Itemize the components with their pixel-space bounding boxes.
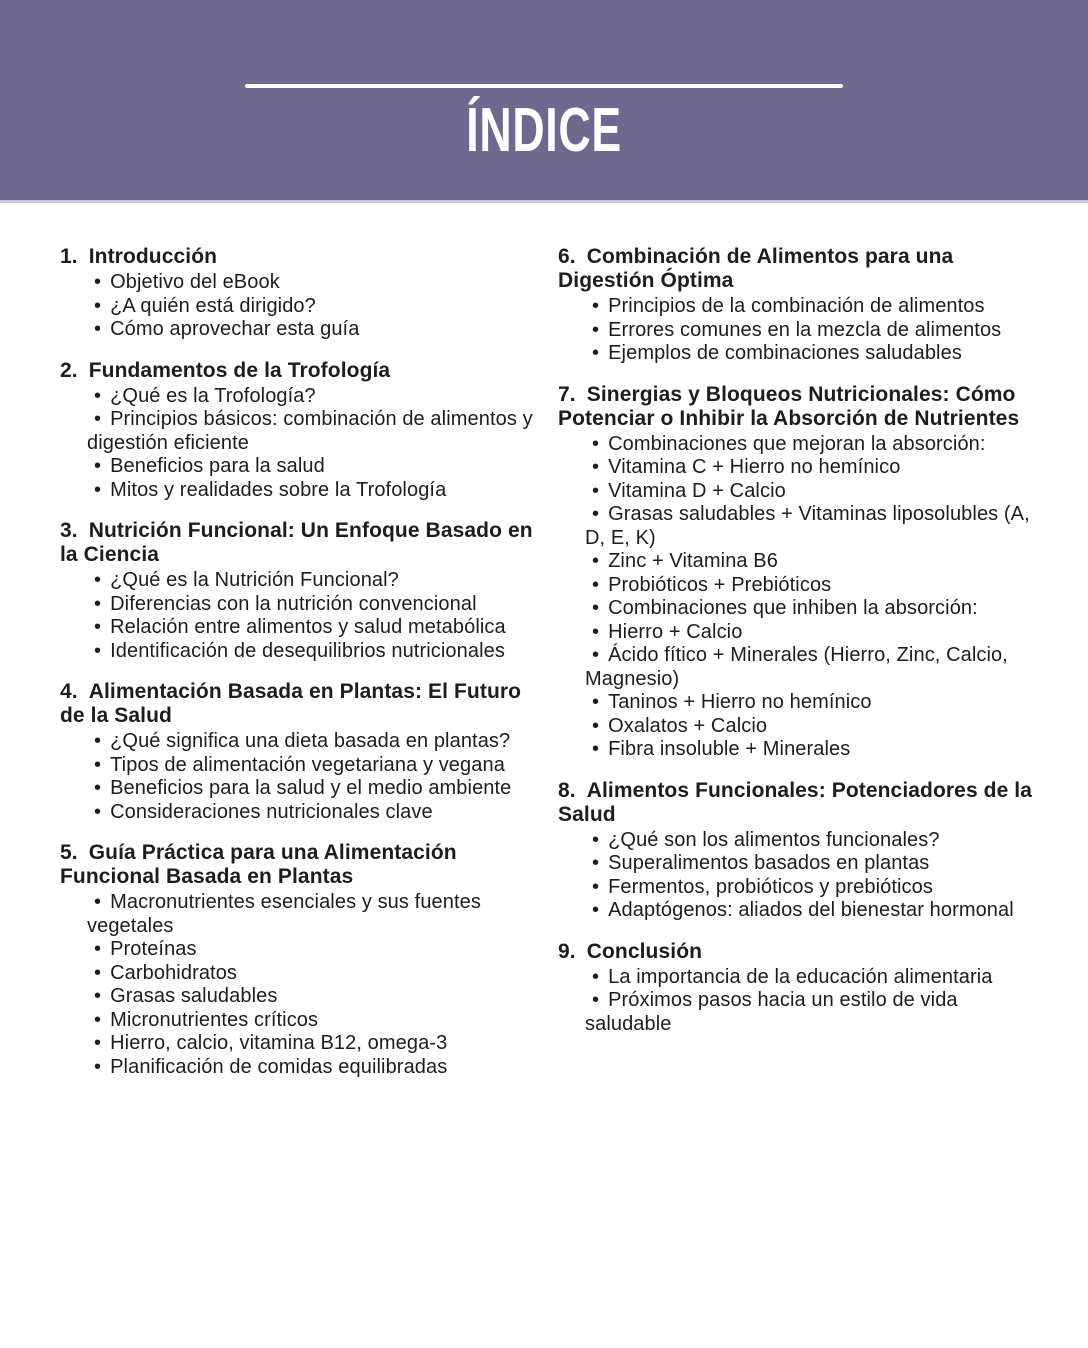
section-item-list <box>60 569 536 663</box>
toc-item: • Grasas saludables + Vitaminas liposolubles (A, D, E, K) <box>585 503 1044 550</box>
section-item-list <box>60 385 536 503</box>
toc-item: • Fermentos, probióticos y prebióticos <box>585 876 1044 900</box>
header-band <box>0 0 1088 203</box>
section-item-list <box>558 829 1044 923</box>
toc-left-column <box>60 245 536 1096</box>
section-heading <box>60 359 536 383</box>
section-item-list <box>558 295 1044 366</box>
section-item-list <box>60 271 536 342</box>
toc-item: • Vitamina D + Calcio <box>585 480 1044 504</box>
toc-item: • ¿Qué significa una dieta basada en plantas? <box>87 730 536 754</box>
section-title: Sinergias y Bloqueos Nutricionales: Cómo Potenciar o Inhibir la Absorción de Nutrientes <box>558 382 1020 430</box>
section-heading <box>60 680 536 728</box>
toc-item: • Planificación de comidas equilibradas <box>87 1056 536 1080</box>
toc-section <box>558 383 1044 762</box>
toc-item: • ¿Qué es la Trofología? <box>87 385 536 409</box>
page-title: ÍNDICE <box>466 96 622 165</box>
toc-item: • Hierro + Calcio <box>585 621 1044 645</box>
toc-item: • Errores comunes en la mezcla de alimentos <box>585 319 1044 343</box>
section-title: Guía Práctica para una Alimentación Funcional Basada en Plantas <box>60 841 457 888</box>
toc-section <box>558 245 1044 366</box>
section-heading <box>558 383 1044 431</box>
toc-item: • Próximos pasos hacia un estilo de vida saludable <box>585 989 1044 1036</box>
toc-item: • ¿Qué son los alimentos funcionales? <box>585 829 1044 853</box>
toc-item: • Superalimentos basados en plantas <box>585 852 1044 876</box>
toc-item: • Identificación de desequilibrios nutricionales <box>87 640 536 664</box>
toc-item: • Cómo aprovechar esta guía <box>87 318 536 342</box>
toc-item: • Probióticos + Prebióticos <box>585 574 1044 598</box>
section-number: 5. <box>60 841 78 864</box>
toc-section <box>60 680 536 824</box>
section-heading <box>558 940 1044 964</box>
section-number: 8. <box>558 778 576 802</box>
toc-item: • Diferencias con la nutrición convencional <box>87 593 536 617</box>
toc-item: • Beneficios para la salud y el medio ambiente <box>87 777 536 801</box>
toc-section <box>60 359 536 503</box>
toc-item: • La importancia de la educación alimentaria <box>585 966 1044 990</box>
toc-section <box>558 779 1044 923</box>
section-heading <box>558 245 1044 293</box>
toc-section <box>60 245 536 342</box>
section-number: 2. <box>60 358 78 382</box>
header-divider-line <box>245 84 843 88</box>
section-title: Alimentos Funcionales: Potenciadores de la Salud <box>558 778 1033 826</box>
toc-item: • Ejemplos de combinaciones saludables <box>585 342 1044 366</box>
toc-item: • Proteínas <box>87 938 536 962</box>
section-number: 7. <box>558 382 576 406</box>
section-heading <box>558 779 1044 827</box>
toc-item: • Combinaciones que inhiben la absorción: <box>585 597 1044 621</box>
toc-item: • Principios de la combinación de alimentos <box>585 295 1044 319</box>
toc-right-column <box>558 245 1044 1096</box>
toc-item: • Taninos + Hierro no hemínico <box>585 691 1044 715</box>
toc-item: • Micronutrientes críticos <box>87 1009 536 1033</box>
toc-section <box>60 519 536 663</box>
toc-section <box>60 841 536 1079</box>
toc-item: • Fibra insoluble + Minerales <box>585 738 1044 762</box>
section-number: 9. <box>558 939 576 963</box>
section-heading <box>60 519 536 567</box>
toc-item: • Hierro, calcio, vitamina B12, omega-3 <box>87 1032 536 1056</box>
section-item-list <box>60 891 536 1079</box>
section-item-list <box>60 730 536 824</box>
section-number: 4. <box>60 680 78 703</box>
toc-section <box>558 940 1044 1037</box>
section-title: Nutrición Funcional: Un Enfoque Basado en la Ciencia <box>60 519 533 566</box>
section-item-list <box>558 966 1044 1037</box>
section-heading <box>60 245 536 269</box>
section-title: Combinación de Alimentos para una Digestión Óptima <box>558 245 954 292</box>
section-number: 1. <box>60 245 78 268</box>
toc-item: • Principios básicos: combinación de alimentos y digestión eficiente <box>87 408 536 455</box>
toc-item: • ¿Qué es la Nutrición Funcional? <box>87 569 536 593</box>
toc-item: • Zinc + Vitamina B6 <box>585 550 1044 574</box>
toc-item: • Tipos de alimentación vegetariana y vegana <box>87 754 536 778</box>
section-number: 6. <box>558 245 576 268</box>
toc-content <box>0 203 1088 1096</box>
section-item-list <box>558 433 1044 762</box>
section-number: 3. <box>60 519 78 542</box>
toc-item: • Mitos y realidades sobre la Trofología <box>87 479 536 503</box>
toc-item: • Oxalatos + Calcio <box>585 715 1044 739</box>
section-title: Conclusión <box>586 939 703 963</box>
toc-item: • Combinaciones que mejoran la absorción: <box>585 433 1044 457</box>
toc-item: • Objetivo del eBook <box>87 271 536 295</box>
toc-item: • Relación entre alimentos y salud metabólica <box>87 616 536 640</box>
toc-item: • Adaptógenos: aliados del bienestar hormonal <box>585 899 1044 923</box>
section-title: Alimentación Basada en Plantas: El Futuro de la Salud <box>60 680 522 727</box>
toc-item: • Carbohidratos <box>87 962 536 986</box>
toc-item: • Vitamina C + Hierro no hemínico <box>585 456 1044 480</box>
toc-item: • Grasas saludables <box>87 985 536 1009</box>
section-title: Introducción <box>88 245 218 268</box>
toc-item: • Ácido fítico + Minerales (Hierro, Zinc, Calcio, Magnesio) <box>585 644 1044 691</box>
toc-item: • Consideraciones nutricionales clave <box>87 801 536 825</box>
section-title: Fundamentos de la Trofología <box>88 358 391 382</box>
toc-item: • Beneficios para la salud <box>87 455 536 479</box>
toc-item: • Macronutrientes esenciales y sus fuentes vegetales <box>87 891 536 938</box>
toc-item: • ¿A quién está dirigido? <box>87 295 536 319</box>
section-heading <box>60 841 536 889</box>
